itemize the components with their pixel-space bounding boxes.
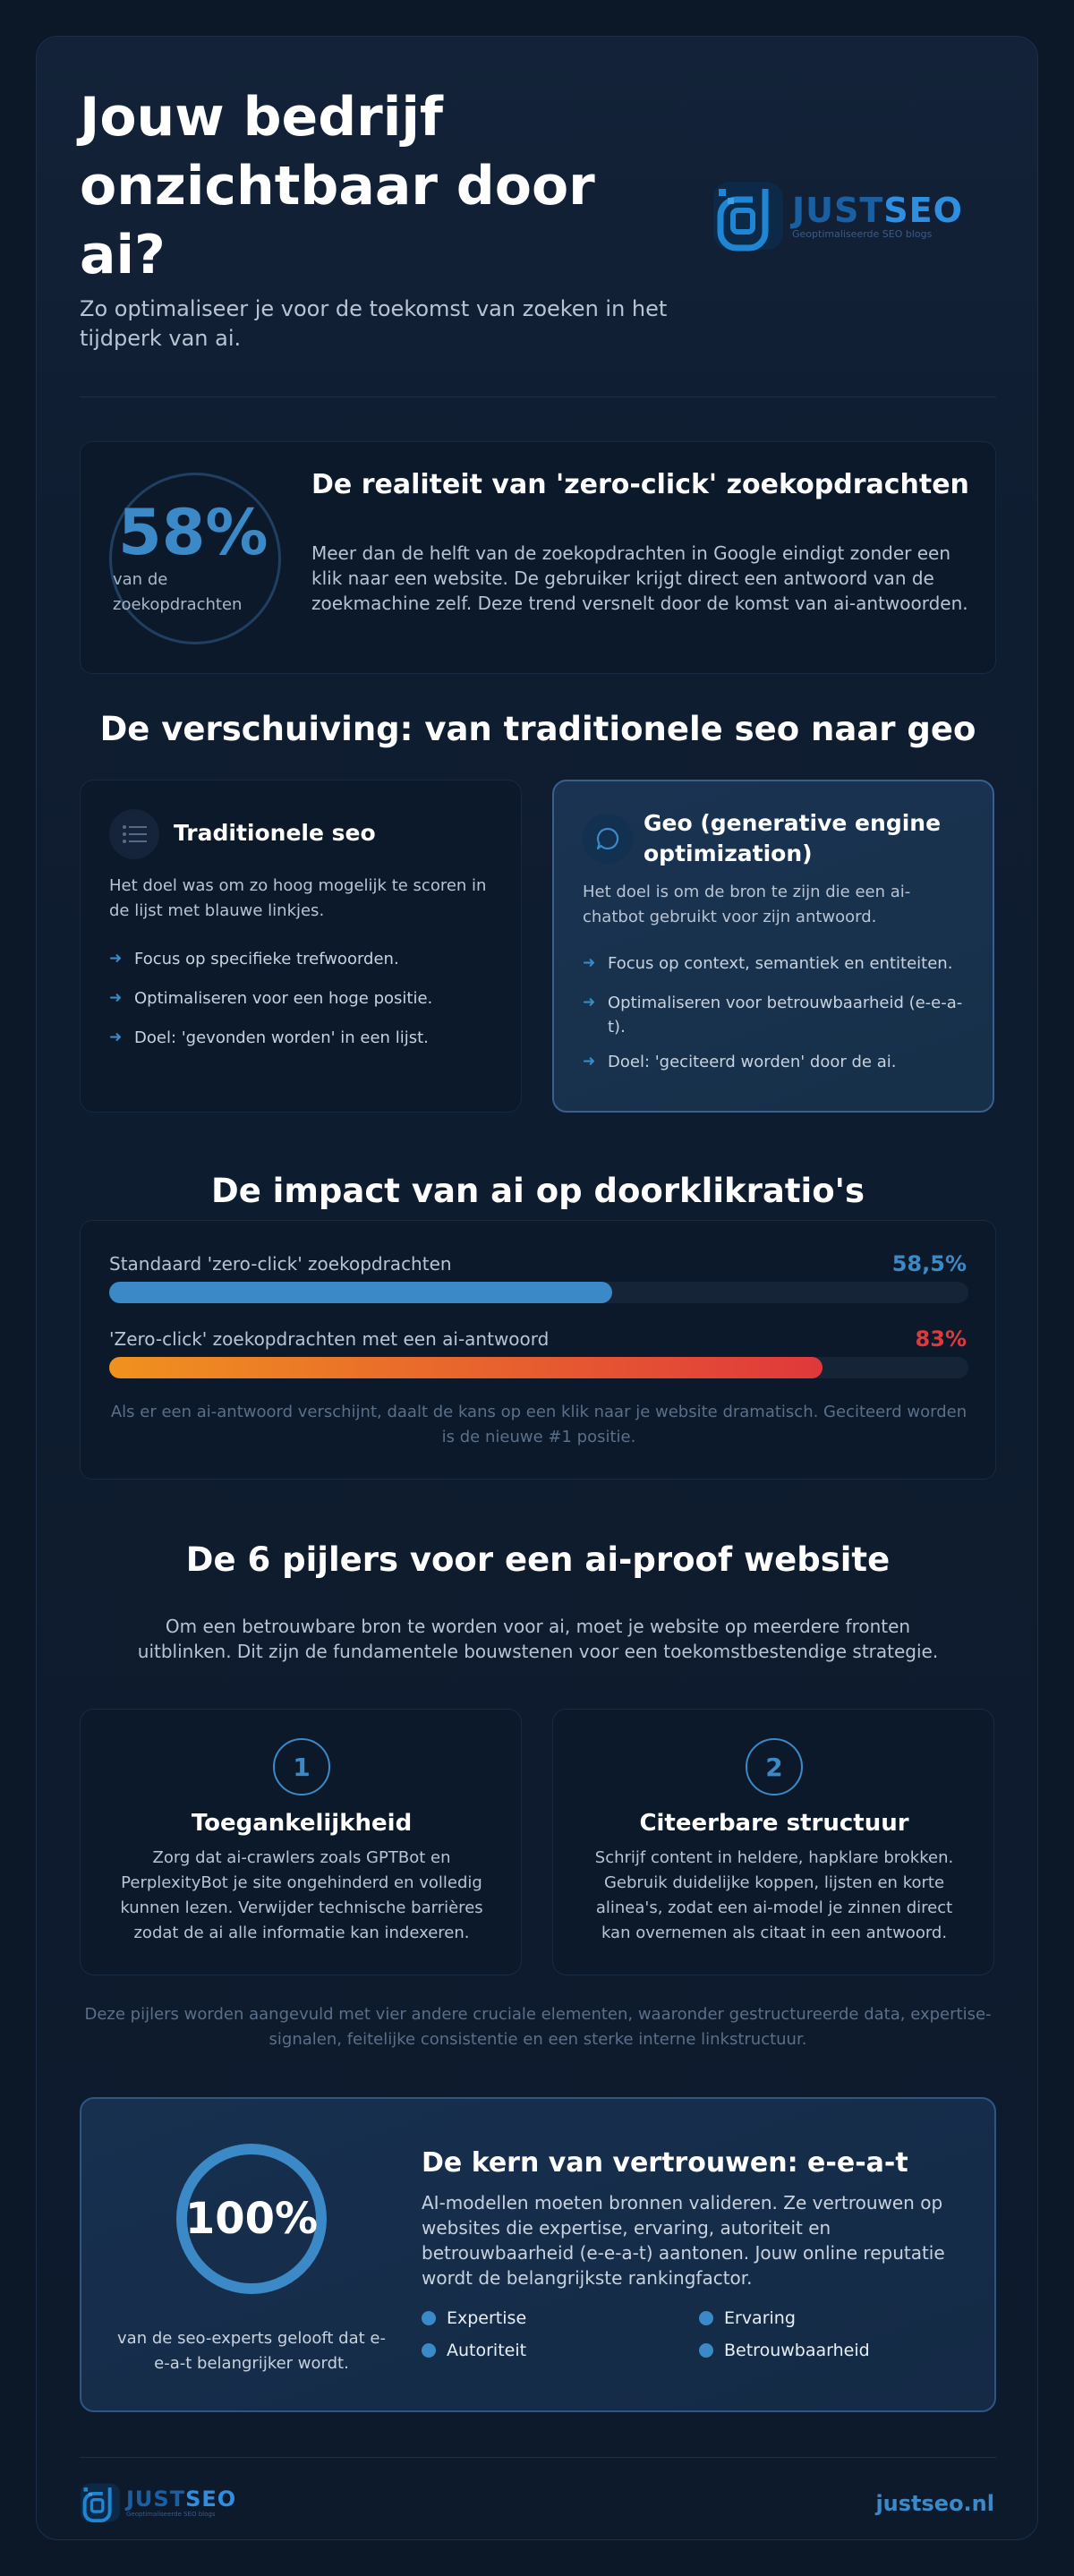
infographic-card (36, 36, 1038, 2540)
header-logo[interactable] (712, 180, 963, 252)
footer-url-link[interactable]: justseo.nl (875, 2491, 994, 2516)
arrow-right-icon: ➜ (583, 954, 596, 972)
logo-tagline: Geoptimaliseerde SEO blogs (792, 227, 933, 240)
chat-bubble-icon (583, 814, 633, 864)
pillar-desc: Zorg dat ai-crawlers zoals GPTBot en PerplexityBot je site ongehinderd en volledig kunnen lezen. Verwijder technische barrières zodat de ai alle informatie kan indexeren. (120, 1848, 483, 1942)
bar-fill-ai (109, 1357, 823, 1378)
arrow-right-icon: ➜ (109, 950, 123, 968)
bar-label: 'Zero-click' zoekopdrachten met een ai-antwoord (109, 1328, 550, 1350)
bullet-dot-icon (699, 2343, 713, 2358)
bar-track (109, 1357, 968, 1378)
list-icon (109, 809, 159, 859)
page-subtitle: Zo optimaliseer je voor de toekomst van zoeken in het tijdperk van ai. (80, 296, 668, 351)
stat-value: 58% (118, 496, 268, 569)
eeat-box (80, 2097, 996, 2412)
logo-word-seo: SEO (185, 2486, 237, 2512)
footer-logo[interactable] (80, 2482, 236, 2523)
bullet-dot-icon (422, 2343, 436, 2358)
pillar-desc: Schrijf content in heldere, hapklare brokken. Gebruik duidelijke koppen, lijsten en korte alinea's, zodat een ai-model je zinnen direct kan overnemen als citaat in een antwoord. (594, 1848, 954, 1942)
impact-box (80, 1220, 996, 1480)
bar-value: 58,5% (891, 1251, 967, 1276)
stat-text: Meer dan de helft van de zoekopdrachten in Google eindigt zonder een klik naar een website. De gebruiker krijgt direct een antwoord van de zoekmachine zelf. Deze trend versnelt door de komst van ai-antwoorden. (311, 542, 968, 614)
bullet-dot-icon (699, 2311, 713, 2325)
bar-label: Standaard 'zero-click' zoekopdrachten (109, 1253, 452, 1275)
traditional-bullet: ➜ Optimaliseren voor een hoge positie. (109, 986, 503, 1011)
bar-fill-standard (109, 1282, 612, 1303)
arrow-right-icon: ➜ (109, 989, 123, 1007)
eeat-text: AI-modellen moeten bronnen valideren. Ze vertrouwen op websites die expertise, ervaring, autoriteit en betrouwbaarheid (e-e-a-t) aantonen. Jouw online reputatie wordt de belangrijkste rankingfactor. (422, 2192, 945, 2289)
bar-value: 83% (915, 1326, 967, 1352)
traditional-seo-card (80, 780, 522, 1113)
logo-word-just: JUST (126, 2486, 186, 2512)
logo-mark-icon (712, 180, 785, 252)
traditional-desc: Het doel was om zo hoog mogelijk te scoren in de lijst met blauwe linkjes. (109, 876, 487, 920)
bullet-dot-icon (422, 2311, 436, 2325)
zero-click-stat-box (80, 441, 996, 674)
page-title: Jouw bedrijf onzichtbaar door ai? (80, 86, 595, 286)
pillar-card (80, 1709, 522, 1975)
footer-divider (80, 2457, 996, 2458)
logo-word-seo: SEO (883, 190, 963, 230)
pillar-title: Toegankelijkheid (191, 1810, 413, 1837)
eeat-title: De kern van vertrouwen: e-e-a-t (422, 2147, 908, 2179)
eeat-caption: van de seo-experts gelooft dat e-e-a-t belangrijker wordt. (117, 2329, 386, 2373)
eeat-item-betrouwbaarheid: Betrouwbaarheid (699, 2341, 870, 2360)
logo-tagline: Geoptimaliseerde SEO blogs (126, 2511, 216, 2518)
stat-caption: van de zoekopdrachten (113, 570, 243, 614)
stat-title: De realiteit van 'zero-click' zoekopdrachten (311, 469, 969, 500)
bar-track (109, 1282, 968, 1303)
logo-mark-icon (80, 2482, 121, 2523)
pillars-title: De 6 pijlers voor een ai-proof website (185, 1540, 891, 1579)
impact-note: Als er een ai-antwoord verschijnt, daalt de kans op een klik naar je website dramatisch. Geciteerd worden is de nieuwe #1 positie. (110, 1403, 967, 1446)
eeat-item-expertise: Expertise (422, 2308, 526, 2328)
geo-card (552, 780, 994, 1113)
pillars-intro: Om een betrouwbare bron te worden voor ai, moet je website op meerdere fronten uitblinken. Dit zijn de fundamentele bouwstenen voor een toekomstbestendige strategie. (137, 1616, 939, 1662)
pillar-number: 1 (273, 1738, 330, 1796)
pillars-footnote: Deze pijlers worden aangevuld met vier andere cruciale elementen, waaronder gestructureerde data, expertise-signalen, feitelijke consistentie en een sterke interne linkstructuur. (84, 2005, 992, 2049)
pillar-number: 2 (746, 1738, 803, 1796)
shift-title: De verschuiving: van traditionele seo naar geo (99, 710, 976, 748)
traditional-bullet: ➜ Doel: 'gevonden worden' in een lijst. (109, 1026, 503, 1050)
geo-title: Geo (generative engine optimization) (644, 810, 942, 866)
eeat-item-autoriteit: Autoriteit (422, 2341, 526, 2360)
pillar-card (552, 1709, 994, 1975)
pillar-title: Citeerbare structuur (639, 1810, 909, 1837)
geo-desc: Het doel is om de bron te zijn die een ai-chatbot gebruikt voor zijn antwoord. (583, 883, 911, 926)
arrow-right-icon: ➜ (109, 1028, 123, 1046)
eeat-ring: 100% (176, 2144, 327, 2294)
eeat-item-ervaring: Ervaring (699, 2308, 796, 2328)
traditional-bullet: ➜ Focus op specifieke trefwoorden. (109, 947, 503, 971)
logo-word-just: JUST (792, 190, 884, 230)
traditional-title: Traditionele seo (174, 820, 376, 846)
geo-bullet: ➜ Focus op context, semantiek en entiteiten. (583, 951, 976, 976)
arrow-right-icon: ➜ (583, 1053, 596, 1070)
geo-bullet: ➜ Doel: 'geciteerd worden' door de ai. (583, 1050, 976, 1074)
arrow-right-icon: ➜ (583, 994, 596, 1011)
impact-title: De impact van ai op doorklikratio's (210, 1172, 865, 1210)
geo-bullet: ➜ Optimaliseren voor betrouwbaarheid (e-e-a-t). (583, 991, 976, 1039)
